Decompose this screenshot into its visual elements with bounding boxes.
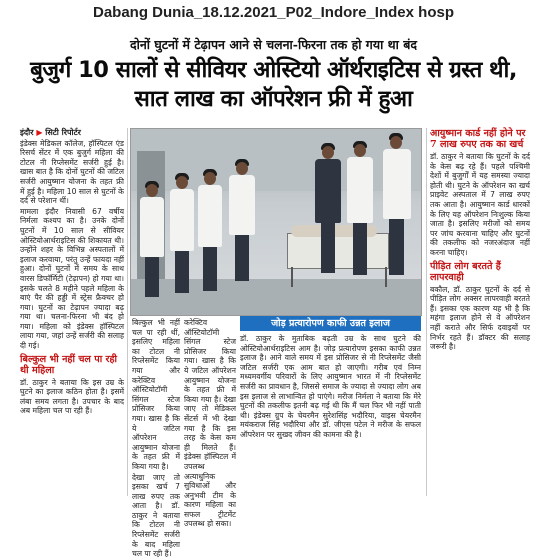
paragraph: मामला इंदौर निवासी 67 वर्षीय निर्मला कश्यप का है। उनके दोनों घुटनों में 10 साल से सीवियर ओस्टियोआर्थराइटिस की शिकायत थी। उन्होंने शहर के विभिन्न अस्पतालों में इलाज करवाया, परंतु उन्हें फायदा नहीं हुआ। दोनों घुटनों में समय के साथ वारस डिफॉर्मिटी (टेढ़ापन) हो गया था। इसके चलते 8 महीने पहले महिला के बाएं पैर की हड्डी में स्ट्रेस फ्रैक्चर हो गया। घुटनों का टेढ़ापन ज्यादा बढ़ गया था। चलना-फिरना भी बंद हो गया। महिला को इंडेक्स हॉस्पिटल लाया गया, जहां उन्हें सर्जरी की सलाह दी गई। <box>20 206 124 351</box>
byline <box>20 128 124 138</box>
article-column-1 <box>20 128 124 500</box>
byline-marker: ▶ <box>36 128 43 137</box>
byline-label: सिटी रिपोर्टर <box>45 128 81 137</box>
paragraph: डॉ. ठाकुर के मुताबिक बढ़ती उम्र के साथ घुटने की ओस्टियोआर्थराइटिस आम है। जोड़ प्रत्यारोपण इसका काफी उन्नत इलाज है। आने वाले समय में इस प्रोसिजर से नी रिप्लेसमेंट जैसी जटिल सर्जरी एक आम बात हो जाएगी। गरीब एवं निम्न मध्यमवर्गीय परिवारों के लिए आयुष्मान भारत में नी रिप्लेसमेंट सर्जरी का प्रावधान है, जिससे समाज के ज्यादा से ज्यादा लोग अब इस इलाज से लाभान्वित हो पाएंगे। मरीज निर्मला ने बताया कि मेरे घुटनों की तकलीफ इतनी बढ़ गई थी कि मैं चल फिर भी नहीं पाती थी। इंडेक्स ग्रुप के चेयरमैन सुरेशसिंह भदौरिया, वाइस चेयरमैन मयंकराज सिंह भदौरिया और डॉ. जीएस पटेल ने मरीज के सफल ऑपरेशन पर सुखद जीवन की कामना की है। <box>240 334 421 439</box>
hospital-bed <box>287 233 389 269</box>
article-column-3 <box>184 318 236 529</box>
main-headline: बुजुर्ग 10 सालों से सीवियर ओस्टियो ऑर्थराइटिस से ग्रस्त थी, सात लाख का ऑपरेशन फ्री में हुआ <box>30 57 517 112</box>
paragraph: डॉ. ठाकुर ने बताया कि घुटनों के दर्द के केस बढ़ रहे हैं। पहले पश्चिमी देशों में बुजुर्गों में यह समस्या ज्यादा होती थी। घुटने के ऑपरेशन का खर्च प्राइवेट अस्पताल में 7 लाख रुपए तक आता है। आयुष्मान कार्ड धारकों के लिए यह ऑपरेशन निःशुल्क किया जाता है। इसलिए मरीजों को समय पर जांच करवाना चाहिए और घुटनों की तकलीफ को नजरअंदाज नहीं करना चाहिए। <box>430 152 530 257</box>
byline-city: इंदौर <box>20 128 34 137</box>
clipping-caption: Dabang Dunia_18.12.2021_P02_Indore_Index hosp <box>93 4 454 21</box>
article-column-2 <box>132 318 180 559</box>
news-photo <box>130 128 422 316</box>
paragraph: इंडेक्स मेडिकल कॉलेज, हॉस्पिटल एंड रिसर्च सेंटर में एक बुजुर्ग महिला की टोटल नी रिप्लेसमेंट सर्जरी हुई है। खास बात है कि दोनों घुटनों की जटिल सर्जरी आयुष्मान योजना के तहत फ्री में हुई है। महिला 10 साल से घुटनों के दर्द से परेशान थीं। <box>20 138 124 206</box>
article-column-bottom <box>240 334 421 492</box>
article-column-4 <box>430 128 530 496</box>
paragraph: करेक्टिव ऑस्टियोटॉमी सिंगल स्टेज प्रोसिजर किया गया। खास है कि ये जटिल ऑपरेशन आयुष्मान योजना के तहत फ्री में किया गया है। देखा जाए तो मेडिकल सेंटर्स में भी देखा गया है कि इस तरह के केस कम ही मिलते हैं। इंडेक्स हॉस्पिटल में उपलब्ध अत्याधुनिक सुविधाओं और अनुभवी टीम के कारण महिला का सफल ट्रीटमेंट उपलब्ध हो सका। <box>184 318 236 529</box>
subheading: आयुष्मान कार्ड नहीं होने पर 7 लाख रुपए तक का खर्च <box>430 128 526 150</box>
paragraph: बकौल, डॉ. ठाकुर घुटनों के दर्द से पीड़ित लोग अक्सर लापरवाही बरतते हैं। इसका एक कारण यह भी है कि महंगा इलाज होने से वे ऑपरेशन नहीं कराते और सिर्फ दवाइयों पर निर्भर रहते हैं। डॉक्टर की सलाह जरूरी है। <box>430 284 530 352</box>
paragraph: बिल्कुल भी नहीं चल पा रही थीं, इसलिए महिला का टोटल नी रिप्लेसमेंट किया गया और करेक्टिव ऑस्टियोटॉमी सिंगल स्टेज प्रोसिजर किया गया। खास है कि ये जटिल ऑपरेशन आयुष्मान योजना के तहत फ्री में किया गया है। <box>132 318 180 471</box>
subheading: बिल्कुल भी नहीं चल पा रही थी महिला <box>20 353 118 376</box>
paragraph: देखा जाए तो इसका खर्च 7 लाख रुपए तक आता है। डॉ. ठाकुर ने बताया कि टोटल नी रिप्लेसमेंट सर्जरी के बाद महिला चल पा रही हैं। <box>132 472 180 559</box>
kicker-headline: दोनों घुटनों में टेढ़ापन आने से चलना-फिरना तक हो गया था बंद <box>129 37 418 52</box>
column-divider <box>426 128 427 496</box>
subheading: पीड़ित लोग बरतते हैं लापरवाही <box>430 260 501 283</box>
column-divider <box>127 128 128 496</box>
photo-caption: जोड़ प्रत्यारोपण काफी उन्नत इलाज <box>240 316 421 331</box>
paragraph: डॉ. ठाकुर ने बताया कि इस उम्र के घुटने का इलाज कठिन होता है। इसमें लंबा समय लगता है। उपचार के बाद अब महिला चल पा रही हैं। <box>20 377 124 416</box>
